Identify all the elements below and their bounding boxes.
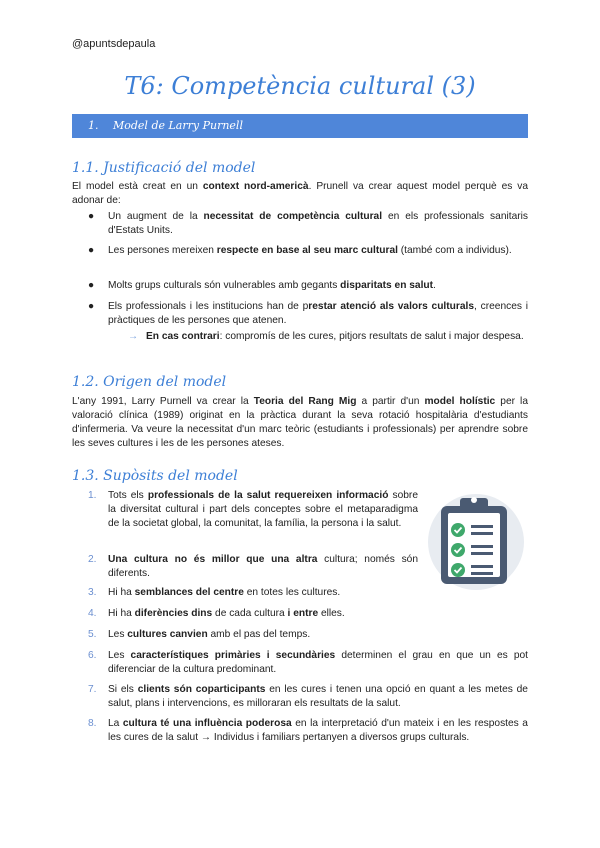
banner-number: 1. xyxy=(88,119,99,132)
numbered-item: 4. Hi ha diferències dins de cada cultura i entre elles. xyxy=(88,608,345,619)
section-banner xyxy=(72,114,528,138)
numbered-item: 2. Una cultura no és millor que una altra cultura; només són diferents. xyxy=(88,554,418,579)
heading-suposits: 1.3. Supòsits del model xyxy=(72,468,238,484)
heading-justificacio: 1.1. Justificació del model xyxy=(72,160,256,176)
list-item: ● Un augment de la necessitat de competència cultural en els professionals sanitaris d'Estats Units. xyxy=(88,211,528,236)
bullet-icon: ● xyxy=(88,301,95,312)
page-title: T6: Competència cultural (3) xyxy=(124,72,476,100)
banner-label: Model de Larry Purnell xyxy=(113,119,243,132)
numbered-item: 5. Les cultures canvien amb el pas del temps. xyxy=(88,629,311,640)
list-item: ● Molts grups culturals són vulnerables amb gegants disparitats en salut. xyxy=(88,280,436,291)
list-item: ● Les persones mereixen respecte en base al seu marc cultural (també com a individus). xyxy=(88,245,512,256)
list-item: ● Els professionals i les institucions han de prestar atenció als valors culturals, creences i pràctiques de les persones que atenen. xyxy=(88,301,528,326)
author-handle: @apuntsdepaula xyxy=(72,38,156,50)
clipboard-checklist-icon xyxy=(424,486,534,596)
origin-paragraph: L'any 1991, Larry Purnell va crear la Teoria del Rang Mig a partir d'un model holístic per la valoració clínica (1989) originat en la pràctica durant la seva rotació hospitalària d'estudiants d'infermeria. Va veure la necessitat d'un marc teòric (estudiants i professionals) per aprendre sobre les seves cultures i les de les persones ateses. xyxy=(72,396,528,449)
bullet-icon: ● xyxy=(88,245,95,256)
numbered-item: 1. Tots els professionals de la salut requereixen informació sobre la diversitat cultural i part dels conceptes sobre el metaparadigma de la societat global, la comunitat, la família, la persona i la salut. xyxy=(88,490,418,529)
numbered-item: 3. Hi ha semblances del centre en totes les cultures. xyxy=(88,587,341,598)
numbered-item: 8. La cultura té una influència poderosa en la interpretació d'un mateix i en les respostes a les cures de la salut → Individus i familiars pertanyen a diversos grups culturals. xyxy=(88,718,528,743)
heading-origen: 1.2. Origen del model xyxy=(72,374,227,390)
intro-paragraph: El model està creat en un context nord-americà. Prunell va crear aquest model perquè es va adonar de: xyxy=(72,181,529,206)
arrow-right-icon: → xyxy=(128,331,139,342)
numbered-item: 7. Si els clients són coparticipants en les cures i tenen una opció en quant a les metes de salut, plans i intervencions, es milloraran els resultats de la salut. xyxy=(88,684,528,709)
bullet-icon: ● xyxy=(88,211,95,222)
bullet-icon: ● xyxy=(88,280,95,291)
sub-list-item: → En cas contrari: compromís de les cures, pitjors resultats de salut i major despesa. xyxy=(128,331,524,342)
numbered-item: 6. Les característiques primàries i secundàries determinen el grau en que un es pot diferenciar de la cultura predominant. xyxy=(88,650,528,675)
